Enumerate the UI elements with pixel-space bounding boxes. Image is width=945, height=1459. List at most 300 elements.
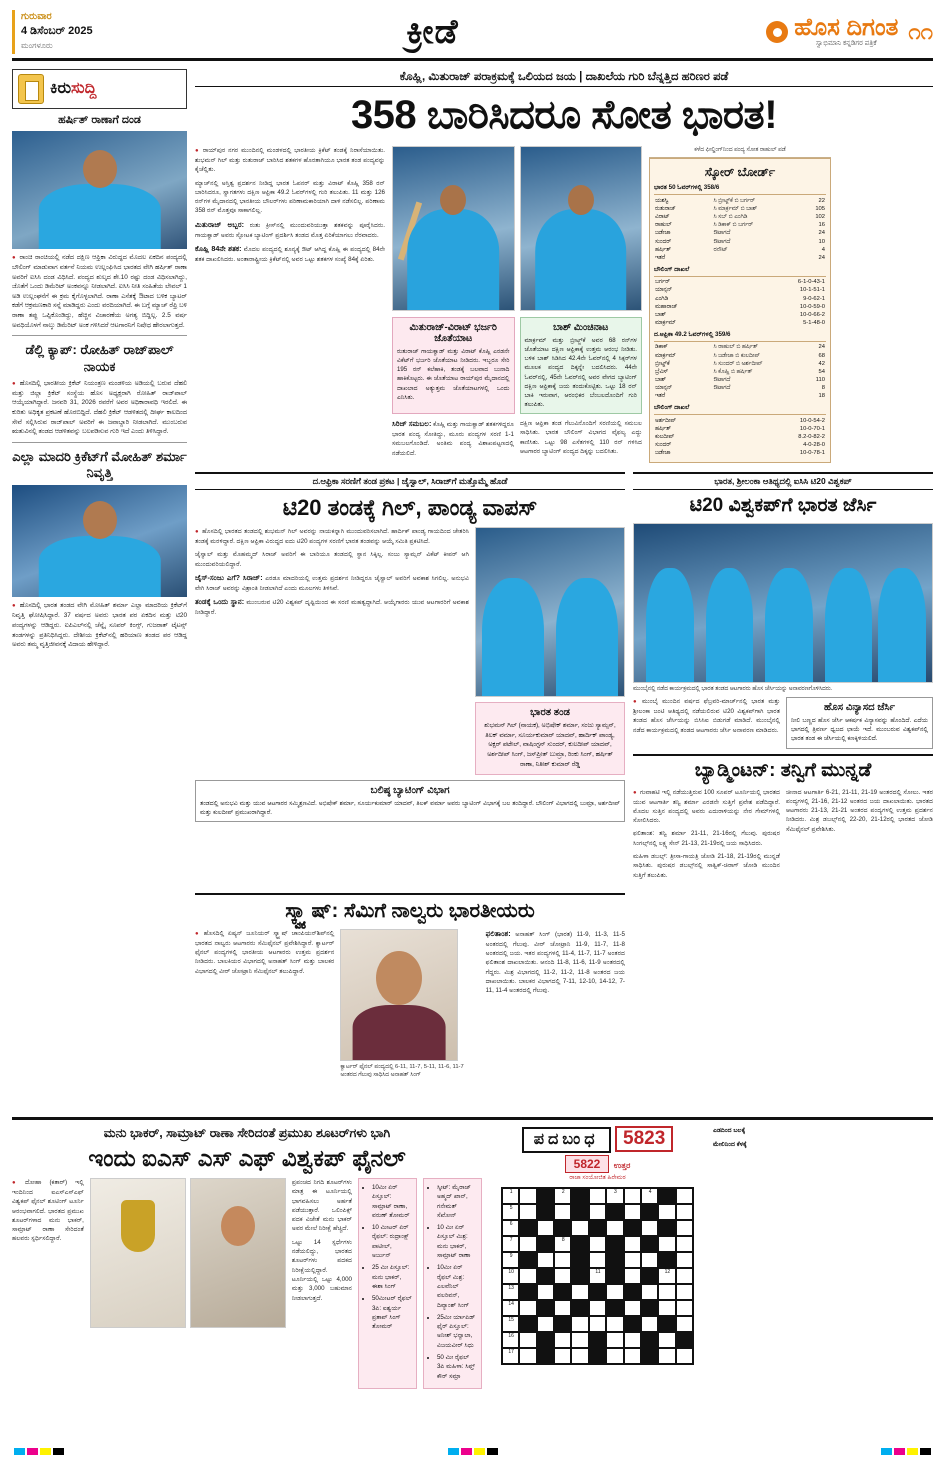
- shooting-events-left: [358, 1178, 417, 1389]
- crossword-block-cell: [606, 1268, 623, 1284]
- crossword-cell[interactable]: [676, 1348, 693, 1364]
- crossword-block-cell: [641, 1332, 658, 1348]
- crossword-cell[interactable]: 16: [502, 1332, 519, 1348]
- batter-name: ಡಿಕಾಕ್: [655, 344, 668, 351]
- scoreboard-row: [654, 213, 826, 221]
- batter-name: ಬಾಶ್: [655, 377, 667, 384]
- runs: 105: [815, 205, 825, 212]
- brief-1-text: ● ರಾಂಚಿ ರಾಂಚಿಯಲ್ಲಿ ನಡೆದ ದಕ್ಷಿಣ ಆಫ್ರಿಕಾ ವಿರುದ್ಧದ ಮೊದಲ ಏಕದಿನ ಪಂದ್ಯದಲ್ಲಿ ಬೌಲಿಂಗ್ ಮಾಡುವಾಗ ವರ್ತನೆ ನಿಯಮ ಉಲ್ಲಂಘಿಸಿದ ಭಾರತದ ವೇಗಿ ಹರ್ಷಿತ್ ರಾಣಾ ಅವರಿಗೆ ಐಸಿಸಿ ದಂಡ ವಿಧಿಸಿದೆ. ಪಂದ್ಯದ ಶುಲ್ಕದ ಶೇ.10 ರಷ್ಟು ದಂಡ ವಿಧಿಸಲಾಗಿದ್ದು, ಜೊತೆಗೆ ಒಂದು ಡಿಮೆರಿಟ್ ಅಂಕವನ್ನೂ ನೀಡಲಾಗಿದೆ. ಐಸಿಸಿ ನೀತಿ ಸಂಹಿತೆಯ ಲೇವಲ್ 1 ಅಡಿ ಉಲ್ಲಂಘನೆಗೆ ಈ ಕ್ರಮ ಕೈಗೊಳ್ಳಲಾಗಿದೆ. ರಾಣಾ ಎಸೆತಕ್ಕೆ ಔಟಾದ ಬಳಿಕ ಬ್ಯಾಟರ್ ಕಡೆಗೆ ಆಕ್ರಮಣಕಾರಿ ಸನ್ನೆ ಮಾಡಿದ್ದರು ಎಂದು ವರದಿಯಾಗಿದೆ. ಈ ಬಗ್ಗೆ ಮ್ಯಾಚ್ ರೆಫ್ರಿ ಬಳಿ ರಾಣಾ ತಪ್ಪು ಒಪ್ಪಿಕೊಂಡಿದ್ದು, ಹೆಚ್ಚಿನ ವಿಚಾರಣೆಯ ಅಗತ್ಯ ಬಿದ್ದಿಲ್ಲ. 2.5 ವರ್ಷ ಅವಧಿಯೊಳಗೆ ನಾಲ್ಕು ಡಿಮೆರಿಟ್ ಅಂಕ ಗಳಿಸಿದರೆ ಆಟಗಾರನಿಗೆ ನಿಷೇಧ ಹೇರಲಾಗುತ್ತದೆ.: [12, 253, 187, 330]
- main-content: [195, 69, 933, 1109]
- crossword-cell[interactable]: [658, 1284, 675, 1300]
- color-swatch: [487, 1448, 498, 1455]
- brand-tagline: ಸ್ವಾಭಿಮಾನಿ ಕನ್ನಡಿಗರ ಪತ್ರಿಕೆ: [815, 40, 877, 47]
- bowling-row: [654, 311, 826, 319]
- color-swatch: [14, 1448, 25, 1455]
- bowling2-head: ಬೌಲಿಂಗ್ ದಾಖಲೆ: [654, 404, 826, 415]
- batting-depth-box: [195, 780, 625, 822]
- crossword-cell[interactable]: [554, 1332, 571, 1348]
- bowling-row: [654, 303, 826, 311]
- crossword-cell[interactable]: [624, 1204, 641, 1220]
- color-swatch: [53, 1448, 64, 1455]
- partnership-box-text: ರುತುರಾಜ್ ಗಾಯಕ್ವಾಡ್ ಮತ್ತು ವಿರಾಟ್ ಕೊಹ್ಲಿ ಎರಡನೇ ವಿಕೆಟ್‌ಗೆ ಭರ್ಜರಿ ಜೊತೆಯಾಟ ನೀಡಿದರು. ಇಬ್ಬರೂ ಸೇರಿ 195 ರನ್ ಕಲೆಹಾಕಿ, ತಂಡಕ್ಕೆ ಬಲವಾದ ಬುನಾದಿ ಹಾಕಿಕೊಟ್ಟರು. ಈ ಜೊತೆಯಾಟ ರಾಯ್‌ಪುರ ಮೈದಾನದಲ್ಲಿ ದಾಖಲಾದ ಅತ್ಯುತ್ತಮ ಜೊತೆಯಾಟಗಳಲ್ಲಿ ಒಂದು ಎನಿಸಿತು.: [397, 348, 510, 401]
- crossword-cell[interactable]: [589, 1236, 606, 1252]
- crossword-cell[interactable]: 17: [502, 1348, 519, 1364]
- crossword-cell[interactable]: [641, 1252, 658, 1268]
- crossword-cell[interactable]: [676, 1220, 693, 1236]
- lead-sub1-text: ರುತು ಕ್ರೀಸ್‌ನಲ್ಲಿ ಮುಂದುವರಿಯುತ್ತಾ ಶತಕವನ್ನು ಪೂರೈಸಿದರು. ಗಾಯಕ್ವಾಡ್ ಅವರು ಸ್ಫೋಟಕ ಬ್ಯಾಟಿಂಗ್ ಪ್ರದರ್ಶಿಸಿ ತಂಡದ ಮೊತ್ತ ಏರಿಕೆಯಾಗಲು ನೆರವಾದರು.: [195, 221, 385, 239]
- bosch-box: [520, 317, 643, 414]
- manu-bhaker-photo: [190, 1178, 286, 1328]
- crossword-block-cell: [641, 1348, 658, 1364]
- runs: 102: [815, 214, 825, 221]
- crossword-block-cell: [676, 1332, 693, 1348]
- crossword-cell[interactable]: [658, 1204, 675, 1220]
- scoreboard-row: [654, 344, 826, 352]
- crossword-block-cell: [571, 1236, 588, 1252]
- color-swatch: [461, 1448, 472, 1455]
- shooting-para-1: ● ದೋಹಾ (ಕತಾರ್) ಇಲ್ಲಿ ಇಂದಿನಿಂದ ಐಎಸ್‌ಎಸ್‌ಎಫ್ ವಿಶ್ವಕಪ್ ಫೈನಲ್ ಶೂಟಿಂಗ್ ಟೂರ್ನಿ ಆರಂಭವಾಗಲಿದೆ. ಭಾರತದ ಪ್ರಮುಖ ಶೂಟರ್‌ಗಳಾದ ಮನು ಭಾಕರ್, ಸಾಮ್ರಾಟ್ ರಾಣಾ ಸೇರಿದಂತೆ ಹಲವರು ಸ್ಪರ್ಧಿಸಲಿದ್ದಾರೆ.: [12, 1178, 84, 1244]
- crossword-cell[interactable]: [537, 1284, 554, 1300]
- crossword-block-cell: [537, 1332, 554, 1348]
- gaikwad-celebration-photo: [392, 146, 515, 311]
- scoreboard-row: [654, 230, 826, 238]
- crossword-block-cell: [519, 1252, 536, 1268]
- bowling-row: [654, 450, 826, 458]
- squash-story: [195, 893, 625, 1079]
- crossword-block-cell: [641, 1204, 658, 1220]
- harshit-rana-photo: [12, 131, 187, 249]
- bosch-box-title: ಬಾಶ್ ಮಿಂಚಿನಾಟ: [553, 322, 609, 333]
- bowler-name: ಕುಲದೀಪ್: [655, 434, 675, 441]
- bowler-name: ಮಹಾರಾಜ್: [655, 303, 678, 310]
- jersey-story: [633, 472, 933, 884]
- lead-headline: 358 ಬಾರಿಸಿದರೂ ಸೋತ ಭಾರತ!: [350, 93, 778, 137]
- runs: 10: [818, 238, 825, 245]
- crossword-cell[interactable]: [537, 1220, 554, 1236]
- crossword-cell[interactable]: [554, 1268, 571, 1284]
- crossword-block-cell: [641, 1236, 658, 1252]
- bowling-figures: 10-0-59-0: [799, 303, 825, 310]
- crossword-cell[interactable]: [676, 1316, 693, 1332]
- crossword-cell[interactable]: [519, 1348, 536, 1364]
- crossword-credit: ರಾಜಾ ಸಂಯೋಜಿತ ಹಿರೇಮಠ: [569, 1175, 626, 1181]
- edition-city: ಮಂಗಳೂರು: [21, 40, 53, 50]
- brief-3-text: ● ಹೊಸದಿಲ್ಲಿ ಭಾರತ ತಂಡದ ವೇಗಿ ಮೋಹಿತ್ ಶರ್ಮಾ ಎಲ್ಲಾ ಮಾದರಿಯ ಕ್ರಿಕೆಟ್‌ಗೆ ನಿವೃತ್ತಿ ಘೋಷಿಸಿದ್ದಾರೆ. 37 ವರ್ಷದ ಅವರು ಭಾರತ ಪರ ಏಕದಿನ ಮತ್ತು ಟಿ20 ಪಂದ್ಯಗಳನ್ನು ಆಡಿದ್ದರು. ಐಪಿಎಲ್‌ನಲ್ಲಿ ಚೆನ್ನೈ ಸೂಪರ್ ಕಿಂಗ್ಸ್, ಗುಜರಾತ್ ಟೈಟನ್ಸ್ ತಂಡಗಳನ್ನು ಪ್ರತಿನಿಧಿಸಿದ್ದರು. ದೇಶೀಯ ಕ್ರಿಕೆಟ್‌ನಲ್ಲಿ ಹರಿಯಾಣ ತಂಡದ ಪರ ಆಡಿದ್ದ ಅವರು ತಮ್ಮ ವೃತ್ತಿಜೀವನಕ್ಕೆ ವಿದಾಯ ಹೇಳಿದ್ದಾರೆ.: [12, 601, 187, 649]
- brief-2-title: ಡೆಲ್ಲಿ ಕ್ಯಾಪ್: ರೋಹಿತ್ ರಾಜ್‌ಪಾಲ್ ನಾಯಕ: [25, 342, 174, 374]
- brief-2-text: ● ಹೊಸದಿಲ್ಲಿ ಭಾರತೀಯ ಕ್ರಿಕೆಟ್ ನಿಯಂತ್ರಣ ಮಂಡಳಿಯ ಅಡಿಯಲ್ಲಿ ಬರುವ ದೆಹಲಿ ಮತ್ತು ಜಿಲ್ಲಾ ಕ್ರಿಕೆಟ್ ಸಂಸ್ಥೆಯ ಹೊಸ ಅಧ್ಯಕ್ಷರಾಗಿ ರೋಹಿತ್ ರಾಜ್‌ಪಾಲ್ ಆಯ್ಕೆಯಾಗಿದ್ದಾರೆ. ಜನವರಿ 31, 2026 ರವರೆಗೆ ಅವರ ಅಧಿಕಾರಾವಧಿ ಇರಲಿದೆ. ಈ ಕುರಿತು ಅಧಿಕೃತ ಪ್ರಕಟಣೆ ಹೊರಬಿದ್ದಿದೆ. ದೆಹಲಿ ಕ್ರಿಕೆಟ್ ಆಡಳಿತದಲ್ಲಿ ದೀರ್ಘ ಕಾಲದಿಂದ ಸೇವೆ ಸಲ್ಲಿಸಿರುವ ರಾಜ್‌ಪಾಲ್ ಅವರಿಗೆ ಈ ಜವಾಬ್ದಾರಿ ನೀಡಲಾಗಿದೆ. ಮುಂಬರುವ ಋತುವಿನಲ್ಲಿ ತಂಡದ ಆಡಳಿತವನ್ನು ಬಲಪಡಿಸುವ ಗುರಿ ಇದೆ ಎಂದು ತಿಳಿಸಿದ್ದಾರೆ.: [12, 379, 187, 437]
- color-bar-group-left: [14, 1448, 64, 1455]
- crossword-cell[interactable]: [571, 1316, 588, 1332]
- crossword-cell[interactable]: [589, 1188, 606, 1204]
- event-item: • 50ಮೀಟರ್ ರೈಫಲ್ 3ಪಿ: ಐಶ್ವರ್ಯ ಪ್ರತಾಪ್ ಸಿಂಗ್ ತೋಮರ್: [372, 1294, 412, 1331]
- crossword-cell[interactable]: [658, 1348, 675, 1364]
- lead-sub1-head: ಮಿತುರಾಜ್ ಅಬ್ಬರ:: [195, 219, 245, 229]
- crossword-cell[interactable]: 2: [554, 1188, 571, 1204]
- crossword-cell[interactable]: [606, 1316, 623, 1332]
- crossword-cell[interactable]: [658, 1300, 675, 1316]
- crossword-cell[interactable]: [658, 1332, 675, 1348]
- crossword-block-cell: [658, 1188, 675, 1204]
- crossword-block-cell: [537, 1348, 554, 1364]
- crossword-cell[interactable]: [676, 1268, 693, 1284]
- crossword-cell[interactable]: [624, 1188, 641, 1204]
- crossword-block-cell: [519, 1316, 536, 1332]
- bowling-row: [654, 320, 826, 328]
- crossword-cell[interactable]: [519, 1332, 536, 1348]
- bowler-name: ಮಾರ್ಕ್ರಮ್: [655, 320, 676, 327]
- dismissal: ಔಟಾಗದೆ: [713, 230, 731, 237]
- crossword-cell[interactable]: [554, 1348, 571, 1364]
- jersey-headline: ಟಿ20 ವಿಶ್ವಕಪ್‌ಗೆ ಭಾರತ ಜೆರ್ಸಿ: [689, 494, 877, 516]
- crossword-cell[interactable]: 10: [502, 1268, 519, 1284]
- event-item: • 25ಮೀ ರ್ಯಾಪಿಡ್ ಫೈರ್ ಪಿಸ್ತೂಲ್: ಅನೀಶ್ ಭನ್ವಾಲಾ, ವಿಜಯವೀರ್ ಸಿಧು: [437, 1313, 477, 1350]
- bowler-name: ಜಡೇಜಾ: [655, 450, 671, 457]
- bowling-row: [654, 287, 826, 295]
- india-squad-title: ಭಾರತ ತಂಡ: [530, 706, 570, 718]
- crossword-block-cell: [624, 1220, 641, 1236]
- bosch-box-text: ಮಾರ್ಕ್ರಮ್ ಮತ್ತು ಬ್ರೀಟ್ಜ್‌ಕೆ ಅವರ 68 ರನ್‌ಗಳ ಜೊತೆಯಾಟ ದಕ್ಷಿಣ ಆಫ್ರಿಕಾಕ್ಕೆ ಉತ್ತಮ ಆರಂಭ ನೀಡಿತು. ಬಳಿಕ ಬಾಶ್ ಸಿಡಿಸಿದ 42.4ನೇ ಓವರ್‌ನಲ್ಲಿ 4 ಸಿಕ್ಸರ್‌ಗಳ ಮೂಲಕ ಪಂದ್ಯದ ದಿಕ್ಕನ್ನೇ ಬದಲಿಸಿದರು. 44ನೇ ಓವರ್‌ನಲ್ಲಿ, 45ನೇ ಓವರ್‌ನಲ್ಲಿ ಅವರ ವೇಗದ ಬ್ಯಾಟಿಂಗ್ ದಕ್ಷಿಣ ಆಫ್ರಿಕಾಕ್ಕೆ ಜಯ ತಂದುಕೊಟ್ಟಿತು. ಒಟ್ಟು 18 ರನ್ ಬಾಕಿ ಇರುವಾಗ, ಆರಂಭಿಕರ ಬೆಂಬಲದೊಂದಿಗೆ ಗುರಿ ತಲುಪಿತು.: [524, 337, 637, 408]
- crossword-cell[interactable]: 14: [502, 1300, 519, 1316]
- crossword-block-cell: [589, 1284, 606, 1300]
- runs: 22: [818, 197, 825, 204]
- crossword-block-cell: [571, 1188, 588, 1204]
- crossword-cell[interactable]: [519, 1188, 536, 1204]
- shooting-story: [12, 1126, 482, 1389]
- shooting-para-2: ಪ್ರಪಂಚದ ನಿಗದಿ ಶೂಟರ್‌ಗಳು ಮಾತ್ರ ಈ ಟೂರ್ನಿಯಲ್ಲಿ ಭಾಗವಹಿಸಲು ಅರ್ಹತೆ ಪಡೆಯುತ್ತಾರೆ. ಒಲಿಂಪಿಕ್ಸ್ ಪದಕ ವಿಜೇತೆ ಮನು ಭಾಕರ್ ಅವರ ಮೇಲೆ ನಿರೀಕ್ಷೆ ಹೆಚ್ಚಿದೆ.: [291, 1179, 352, 1233]
- bowling-row: [654, 433, 826, 441]
- crossword-cell[interactable]: [606, 1348, 623, 1364]
- scoreboard-row: [654, 368, 826, 376]
- crossword-cell[interactable]: [606, 1284, 623, 1300]
- dismissal: ಔಟಾಗದೆ: [713, 377, 731, 384]
- crossword-cell[interactable]: 6: [502, 1220, 519, 1236]
- color-swatch: [920, 1448, 931, 1455]
- crossword-grid[interactable]: [501, 1187, 694, 1365]
- crossword-cell[interactable]: 7: [502, 1236, 519, 1252]
- innings2-head: ದ.ಆಫ್ರಿಕಾ 49.2 ಓವರ್‌ಗಳಲ್ಲಿ 359/6: [654, 331, 826, 342]
- event-item: • 25 ಮೀ ಪಿಸ್ತೂಲ್: ಮನು ಭಾಕರ್, ಈಶಾ ಸಿಂಗ್: [372, 1263, 412, 1291]
- crossword-block-cell: [554, 1220, 571, 1236]
- crossword-cell[interactable]: [589, 1316, 606, 1332]
- dismissal: ಸಿ ಸಬ್ ಬಿ ಎಂಗಿಡಿ: [713, 214, 748, 221]
- bowler-name: ಅರ್ಶದೀಪ್: [655, 417, 677, 424]
- dismissal: ಸಿ ರಾಹುಲ್ ಬಿ ಹರ್ಷಿತ್: [713, 344, 758, 351]
- batter-name: ಜಡೇಜಾ: [655, 230, 671, 237]
- crossword-cell[interactable]: [554, 1252, 571, 1268]
- crossword-cell[interactable]: [589, 1300, 606, 1316]
- crossword-block-cell: [537, 1188, 554, 1204]
- runs: 68: [818, 352, 825, 359]
- crossword-block-cell: [606, 1236, 623, 1252]
- color-bar-group-center: [448, 1448, 498, 1455]
- shooting-headline: ಇಂದು ಐಎಸ್ ಎಸ್ ಎಫ್ ವಿಶ್ವಕಪ್ ಫೈನಲ್: [88, 1145, 406, 1171]
- section-title: ಕ್ರೀಡೆ: [406, 12, 459, 51]
- crossword-cell[interactable]: [624, 1252, 641, 1268]
- batter-name: ಬ್ರೀಟ್ಜ್‌ಕೆ: [655, 360, 670, 367]
- crossword-cell[interactable]: 12: [658, 1268, 675, 1284]
- crossword-cell[interactable]: 13: [502, 1284, 519, 1300]
- dismissal: ಸಿ ಜಡೇಜಾ ಬಿ ಕುಲದೀಪ್: [713, 352, 760, 359]
- partnership-box: [392, 317, 515, 414]
- accent-bar: [12, 10, 15, 54]
- clues-down-head: ಮೇಲಿನಿಂದ ಕೆಳಕ್ಕೆ: [713, 1140, 747, 1148]
- publication-day: ಗುರುವಾರ: [21, 11, 52, 22]
- crossword-cell[interactable]: [676, 1236, 693, 1252]
- crossword-block-cell: [589, 1348, 606, 1364]
- left-sidebar: [12, 69, 187, 1109]
- crossword-block-cell: [606, 1300, 623, 1316]
- crossword-cell[interactable]: [589, 1204, 606, 1220]
- crossword-cell[interactable]: [641, 1284, 658, 1300]
- crossword-block-cell: [554, 1316, 571, 1332]
- crossword-cell[interactable]: [519, 1236, 536, 1252]
- batter-name: ಬ್ರೆವಿಸ್: [655, 368, 669, 375]
- crossword-cell[interactable]: [589, 1252, 606, 1268]
- crossword-cell[interactable]: [571, 1348, 588, 1364]
- brief-3-title: ಎಲ್ಲಾ ಮಾದರಿ ಕ್ರಿಕೆಟ್‌ಗೆ ಮೋಹಿತ್ ಶರ್ಮಾ ನಿವೃತ್ತಿ: [12, 448, 187, 481]
- event-item: • 10ಮೀ ಏರ್ ರೈಫಲ್ ಮಿಶ್ರ: ಎಲವೆನಿಲ್ ವಲರಿವನ್, ದಿವ್ಯಾಂಶ್ ಸಿಂಗ್: [437, 1263, 477, 1309]
- crossword-cell[interactable]: [624, 1300, 641, 1316]
- badminton-results-1: ಫಲಿತಾಂಶ: ತನ್ವಿ ಶರ್ಮಾ 21-11, 21-16ರಲ್ಲಿ ಗೆಲುವು. ಪುರುಷರ ಸಿಂಗಲ್ಸ್‌ನಲ್ಲಿ ಲಕ್ಷ್ಯ ಸೇನ್ 21-13, 21-19ರಲ್ಲಿ ಜಯ ಸಾಧಿಸಿದರು.: [633, 830, 780, 847]
- scoreboard-title: ಸ್ಕೋರ್ ಬೋರ್ಡ್: [704, 165, 776, 180]
- crossword-cell[interactable]: [554, 1204, 571, 1220]
- bowling-figures: 8.2-0-82-2: [798, 434, 825, 441]
- batter-name: ಸುಂದರ್: [655, 238, 672, 245]
- dismissal: ಔಟಾಗದೆ: [713, 385, 731, 392]
- crossword-cell[interactable]: [571, 1284, 588, 1300]
- badminton-results-2: ಮಹಿಳಾ ಡಬಲ್ಸ್: ತ್ರೀಸಾ-ಗಾಯತ್ರಿ ಜೋಡಿ 21-18, 21-19ರಲ್ಲಿ ಮುನ್ನಡೆ ಸಾಧಿಸಿತು. ಪುರುಷರ ಡಬಲ್ಸ್‌ನಲ್ಲಿ ಸಾತ್ವಿಕ್-ಚಿರಾಗ್ ಜೋಡಿ ಮುಂದಿನ ಸುತ್ತಿಗೆ ತಲುಪಿತು.: [633, 853, 780, 879]
- badminton-text-1: ● ಗುವಾಹಟಿ ಇಲ್ಲಿ ನಡೆಯುತ್ತಿರುವ 100 ಸೂಪರ್ ಟೂರ್ನಿಯಲ್ಲಿ ಭಾರತದ ಯುವ ಆಟಗಾರ್ತಿ ತನ್ವಿ ಶರ್ಮಾ ಎರಡನೇ ಸುತ್ತಿಗೆ ಪ್ರವೇಶ ಪಡೆದಿದ್ದಾರೆ. ಮೊದಲ ಸುತ್ತಿನ ಪಂದ್ಯದಲ್ಲಿ ಅವರು ಎದುರಾಳಿಯನ್ನು ನೇರ ಗೇಮ್‌ಗಳಲ್ಲಿ ಸೋಲಿಸಿದರು.: [633, 788, 780, 826]
- crossword-cell[interactable]: [641, 1220, 658, 1236]
- crossword-block-cell: [571, 1300, 588, 1316]
- bowling-row: [654, 295, 826, 303]
- innings2-batting-table: [654, 344, 826, 401]
- event-item: • 50 ಮೀ ರೈಫಲ್ 3ಪಿ ಮಹಿಳಾ: ಸಿಫ್ತ್ ಕೌರ್ ಸಮ್ರಾ: [437, 1353, 477, 1381]
- color-swatch: [448, 1448, 459, 1455]
- crossword-block-cell: [554, 1284, 571, 1300]
- kirusuddi-label-2: ಸುದ್ದಿ: [71, 80, 97, 97]
- bowling-figures: 10-0-54-2: [799, 417, 825, 424]
- batter-name: ರುತುರಾಜ್: [655, 205, 676, 212]
- crossword-cell[interactable]: [624, 1268, 641, 1284]
- bowling-figures: 5-1-48-0: [803, 320, 825, 327]
- bowling-row: [654, 417, 826, 425]
- crossword-cell[interactable]: 4: [641, 1188, 658, 1204]
- runs: 110: [815, 377, 825, 384]
- india-team-photo: [475, 527, 625, 697]
- brand-logo-icon: [766, 21, 788, 43]
- t20-sub2-head: ತಂಡಕ್ಕೆ ಒಂದು ಸ್ಥಾನ:: [195, 596, 245, 606]
- dismissal: [712, 254, 788, 262]
- color-swatch: [907, 1448, 918, 1455]
- publication-date: 4 ಡಿಸೆಂಬರ್ 2025: [21, 24, 93, 37]
- crossword-cell[interactable]: 3: [606, 1188, 623, 1204]
- batting-depth-title: ಬಲಿಷ್ಠ ಬ್ಯಾಟಿಂಗ್ ವಿಭಾಗ: [370, 784, 450, 796]
- crossword-cell[interactable]: [676, 1188, 693, 1204]
- jersey-box-text: ನೀಲಿ ಬಣ್ಣದ ಹೊಸ ಜೆರ್ಸಿ ಆಕರ್ಷಕ ವಿನ್ಯಾಸವನ್ನು ಹೊಂದಿದೆ. ಎದೆಯ ಭಾಗದಲ್ಲಿ ತ್ರಿವರ್ಣ ಧ್ವಜದ ಛಾಯೆ ಇದೆ. ಮುಂಬರುವ ವಿಶ್ವಕಪ್‌ನಲ್ಲಿ ಭಾರತ ತಂಡ ಈ ಜೆರ್ಸಿಯಲ್ಲಿ ಕಣಕ್ಕಿಳಿಯಲಿದೆ.: [791, 717, 928, 743]
- kirusuddi-label-1: ಕಿರು: [50, 80, 72, 97]
- bowler-name: ಬರ್ಗರ್: [655, 279, 671, 286]
- badminton-headline: ಬ್ಯಾಡ್ಮಿಂಟನ್: ತನ್ವಿಗೆ ಮುನ್ನಡೆ: [633, 754, 933, 782]
- event-item: • 10 ಮೀಟರ್ ಏರ್ ರೈಫಲ್: ರುದ್ರಾಂಕ್ಷ್ ಪಾಟೀಲ್, ಅರ್ಜುನ್: [372, 1223, 412, 1260]
- color-bar-group-right: [881, 1448, 931, 1455]
- crossword-cell[interactable]: [519, 1268, 536, 1284]
- lead-body: [195, 146, 385, 463]
- runs: 42: [818, 360, 825, 367]
- innings1-bowling-table: [654, 279, 826, 328]
- runs: 16: [818, 222, 825, 229]
- event-item: • ಸ್ಕೀಟ್: ಮೈರಾಜ್ ಅಹ್ಮದ್ ಖಾನ್, ಗನೇಮತ್ ಸೆಖೋನ್: [437, 1183, 477, 1220]
- batter-name: ಯಾನ್ಸನ್: [655, 385, 673, 392]
- scoreboard-row: [654, 222, 826, 230]
- bowler-name: ಬಾಶ್: [655, 311, 667, 318]
- color-swatch: [881, 1448, 892, 1455]
- squash-photo-caption: ಕ್ವಾರ್ಟರ್ ಫೈನಲ್ ಪಂದ್ಯದಲ್ಲಿ 6-11, 11-7, 5-11, 11-6, 11-7 ಅಂತರದ ಗೆಲುವು ಸಾಧಿಸಿದ ಅನಾಹತ್ ಸಿಂಗ್: [340, 1063, 464, 1078]
- divider: [12, 442, 187, 443]
- series-note-2: ದಕ್ಷಿಣ ಆಫ್ರಿಕಾ ತಂಡ ಗೆಲುವಿನೊಂದಿಗೆ ಸರಣಿಯಲ್ಲಿ ಸಮಬಲ ಸಾಧಿಸಿತು. ಭಾರತ ಬೌಲಿಂಗ್ ವಿಭಾಗದ ವೈಫಲ್ಯ ಎದ್ದು ಕಾಣಿಸಿತು. ಒಟ್ಟು 98 ಎಸೆತಗಳಲ್ಲಿ 110 ರನ್ ಗಳಿಸಿದ ಆಟಗಾರರ ಬ್ಯಾಟಿಂಗ್ ಪಂದ್ಯದ ದಿಕ್ಕನ್ನು ಬದಲಿಸಿತು.: [520, 420, 642, 456]
- brand-name: ಹೊಸ ದಿಗಂತ: [794, 14, 899, 41]
- lead-photos: [392, 146, 642, 463]
- crossword-block-cell: [537, 1268, 554, 1284]
- bowler-name: ಯಾನ್ಸನ್: [655, 287, 673, 294]
- crossword-cell[interactable]: [606, 1332, 623, 1348]
- crossword-cell[interactable]: [554, 1300, 571, 1316]
- bowler-name: ಸುಂದರ್: [655, 442, 672, 449]
- dismissal: ಸಿ ಸುಂದರ್ ಬಿ ಅರ್ಶದೀಪ್: [713, 360, 763, 367]
- innings1-batting-table: [654, 197, 826, 263]
- lead-para-2: ಮ್ಯಾಚ್‌ನಲ್ಲಿ ಅಸ್ತಿತ್ವ ಪ್ರದರ್ಶನ ನೀಡಿದ್ದ ಭಾರತ ಓಪನರ್ ಮತ್ತು ವಿರಾಟ್ ಕೊಹ್ಲಿ 358 ರನ್ ಬಾರಿಸಿದರೂ, ಸ್ವಾಗತಗಳು ದಕ್ಷಿಣ ಆಫ್ರಿಕಾ 49.2 ಓವರ್‌ಗಳಲ್ಲಿ ಗುರಿ ತಲುಪಿತು. 11 ಮತ್ತು 126 ರನ್‌ಗಳ ಮೈದಾನದಲ್ಲಿ ಭಾರತೀಯ ಬೌಲರ್‌ಗಳು ಪರಿಣಾಮಕಾರಿಯಾಗಿ ದಾಳಿ ನಡೆಸಲಿಲ್ಲ. ಪರಿಣಾಮ 358 ರನ್ ಮೊತ್ತವೂ ಸಾಕಾಗಲಿಲ್ಲ.: [195, 179, 385, 215]
- page-number: ೧೧: [908, 19, 933, 44]
- crossword-cell[interactable]: [571, 1220, 588, 1236]
- bowling-row: [654, 442, 826, 450]
- crossword-cell[interactable]: 5: [502, 1204, 519, 1220]
- shooting-para-3: ಒಟ್ಟು 14 ಸ್ಪರ್ಧೆಗಳು ನಡೆಯಲಿದ್ದು, ಭಾರತದ ಶೂಟರ್‌ಗಳು ಪದಕದ ನಿರೀಕ್ಷೆಯಲ್ಲಿದ್ದಾರೆ. ಟೂರ್ನಿಯಲ್ಲಿ ಒಟ್ಟು 4,000 ಮತ್ತು 3,000 ಬಹುಮಾನ ನೀಡಲಾಗುತ್ತದೆ.: [291, 1238, 352, 1302]
- kirusuddi-badge: [12, 69, 187, 109]
- scoreboard-column: [649, 146, 831, 463]
- lead-kicker: ಕೊಹ್ಲಿ, ಮಿತುರಾಜ್ ಪರಾಕ್ರಮಕ್ಕೆ ಒಲಿಯದ ಜಯ | ದಾಖಲೆಯ ಗುರಿ ಬೆನ್ನತ್ತಿದ ಹರಿಣರ ಪಡೆ: [195, 69, 933, 87]
- batter-name: ಯಶಸ್ವಿ: [655, 197, 669, 204]
- crossword-cell[interactable]: [624, 1348, 641, 1364]
- t20-squad-story: [195, 472, 625, 884]
- scoreboard-row: [654, 238, 826, 246]
- jersey-photo-caption: ಮುಂಬೈನಲ್ಲಿ ನಡೆದ ಕಾರ್ಯಕ್ರಮದಲ್ಲಿ ಭಾರತ ತಂಡದ ಆಟಗಾರರು ಹೊಸ ಜೆರ್ಸಿಯನ್ನು ಅನಾವರಣಗೊಳಿಸಿದರು.: [633, 685, 833, 692]
- dismissal: ಸಿ ಕೊಹ್ಲಿ ಬಿ ಹರ್ಷಿತ್: [713, 368, 753, 375]
- t20-sub1-text: ಎರಡೂ ಮಾದರಿಯಲ್ಲಿ ಉತ್ತಮ ಪ್ರದರ್ಶನ ನೀಡಿದ್ದರೂ ಜೈಸ್ವಾಲ್ ಅವರಿಗೆ ಅವಕಾಶ ಸಿಗಲಿಲ್ಲ. ಅನುಭವಿ ವೇಗಿ ಸಿರಾಜ್ ಅವರನ್ನು ವಿಶ್ರಾಂತಿ ನೀಡಲಾಗಿದೆ ಎಂದು ಮೂಲಗಳು ತಿಳಿಸಿವೆ.: [195, 574, 469, 592]
- crossword-cell[interactable]: [676, 1284, 693, 1300]
- crossword-block-cell: [658, 1316, 675, 1332]
- series-note-text: ಕೊಹ್ಲಿ ಮತ್ತು ಗಾಯಕ್ವಾಡ್ ಶತಕಗಳಿದ್ದರೂ ಭಾರತ ಪಂದ್ಯ ಸೋತಿದ್ದು, ಮೂರು ಪಂದ್ಯಗಳ ಸರಣಿ 1-1 ಸಮಬಲಗೊಂಡಿದೆ. ಅಂತಿಮ ಪಂದ್ಯ ವಿಶಾಖಪಟ್ಟಣದಲ್ಲಿ ನಡೆಯಲಿದೆ.: [392, 421, 514, 457]
- color-swatch: [474, 1448, 485, 1455]
- bowling-figures: 10-0-66-2: [799, 311, 825, 318]
- scoreboard-row: [654, 376, 826, 384]
- series-note-head: ಸಿರಿಜ್ ಸಮಬಲ:: [392, 419, 432, 429]
- crossword-cell[interactable]: [676, 1252, 693, 1268]
- shooting-kicker: ಮನು ಭಾಕರ್, ಸಾಮ್ರಾಟ್ ರಾಣಾ ಸೇರಿದಂತೆ ಪ್ರಮುಖ ಶೂಟರ್‌ಗಳು ಭಾಗಿ: [103, 1126, 391, 1140]
- jersey-kicker: ಭಾರತ, ಶ್ರೀಲಂಕಾ ಆತಿಥ್ಯದಲ್ಲಿ ಐಸಿಸಿ ಟಿ20 ವಿಶ್ವಕಪ್: [633, 472, 933, 490]
- crossword-cell[interactable]: [519, 1204, 536, 1220]
- runs: 8: [821, 385, 825, 392]
- masthead: [12, 10, 933, 61]
- crossword-cell[interactable]: [624, 1236, 641, 1252]
- crossword-block-cell: [658, 1252, 675, 1268]
- crossword-cell[interactable]: [641, 1316, 658, 1332]
- india-squad-panel: [475, 702, 625, 775]
- crossword-cell[interactable]: 9: [502, 1252, 519, 1268]
- scoreboard-row: [654, 393, 826, 401]
- crossword-cell[interactable]: 1: [502, 1188, 519, 1204]
- bowling-figures: 10-1-51-1: [799, 287, 825, 294]
- crossword-block-cell: [658, 1220, 675, 1236]
- runs: 18: [818, 393, 825, 400]
- partnership-box-title: ಮಿತುರಾಜ್-ವಿರಾಟ್ ಭರ್ಜರಿ ಜೊತೆಯಾಟ: [409, 322, 497, 344]
- bowling-figures: 10-0-70-1: [799, 425, 825, 432]
- bowling-row: [654, 425, 826, 433]
- t20-kicker: ದ.ಆಫ್ರಿಕಾ ಸರಣಿಗೆ ತಂಡ ಪ್ರಕಟ | ಜೈಸ್ವಾಲ್, ಸಿರಾಜ್‌ಗೆ ಮತ್ತೊಮ್ಮೆ ಹೊಡೆ: [195, 472, 625, 490]
- t20-sub2-text: ಮುಂಬರುವ ಟಿ20 ವಿಶ್ವಕಪ್ ದೃಷ್ಟಿಯಿಂದ ಈ ಸರಣಿ ಮಹತ್ವದ್ದಾಗಿದೆ. ಆಯ್ಕೆಗಾರರು ಯುವ ಆಟಗಾರರಿಗೆ ಅವಕಾಶ ನೀಡಿದ್ದಾರೆ.: [195, 598, 469, 616]
- color-swatch: [894, 1448, 905, 1455]
- runs: 24: [818, 255, 825, 262]
- crossword-cell[interactable]: [537, 1252, 554, 1268]
- crossword-cell[interactable]: 15: [502, 1316, 519, 1332]
- event-item: • 10 ಮೀ ಏರ್ ಪಿಸ್ತೂಲ್ ಮಿಶ್ರ: ಮನು ಭಾಕರ್, ಸಾಮ್ರಾಟ್ ರಾಣಾ: [437, 1223, 477, 1260]
- crossword-number: 5823: [615, 1126, 673, 1152]
- masthead-date-block: [12, 10, 182, 54]
- bowling-figures: 6-1-0-43-1: [797, 279, 825, 286]
- megaphone-icon: [18, 74, 44, 104]
- crossword-block-cell: [641, 1300, 658, 1316]
- batting-depth-text: ತಂಡದಲ್ಲಿ ಅನುಭವಿ ಮತ್ತು ಯುವ ಆಟಗಾರರ ಸಮ್ಮಿಶ್ರಣವಿದೆ. ಅಭಿಷೇಕ್ ಶರ್ಮಾ, ಸೂರ್ಯಕುಮಾರ್ ಯಾದವ್, ತಿಲಕ್ ವರ್ಮಾ ಅವರು ಬ್ಯಾಟಿಂಗ್ ವಿಭಾಗಕ್ಕೆ ಬಲ ತಂದಿದ್ದಾರೆ. ಬೌಲಿಂಗ್ ವಿಭಾಗದಲ್ಲಿ ಬುಮ್ರಾ, ಅರ್ಶದೀಪ್ ಮತ್ತು ಕುಲದೀಪ್ ಪ್ರಮುಖರಾಗಿದ್ದಾರೆ.: [200, 799, 620, 816]
- crossword-block-cell: [519, 1284, 536, 1300]
- crossword-cell[interactable]: [519, 1300, 536, 1316]
- scoreboard-row: [654, 205, 826, 213]
- crossword-cell[interactable]: [658, 1236, 675, 1252]
- scoreboard-caption: ಕಳೆದ ಫೀಲ್ಡಿಂಗ್‌ನಿಂದ ಪಂದ್ಯ ಸೋತ ರಾಹುಲ್ ಪಡೆ: [649, 146, 831, 158]
- dismissal: ರನೌಟ್: [713, 246, 728, 253]
- dismissal: ಔಟಾಗದೆ: [713, 238, 731, 245]
- clues-across-head: ಎಡದಿಂದ ಬಲಕ್ಕೆ: [713, 1127, 746, 1134]
- runs: 4: [821, 246, 825, 253]
- t20-para-2: ಜೈಸ್ವಾಲ್ ಮತ್ತು ಮೊಹಮ್ಮದ್ ಸಿರಾಜ್ ಅವರಿಗೆ ಈ ಬಾರಿಯೂ ತಂಡದಲ್ಲಿ ಸ್ಥಾನ ಸಿಕ್ಕಿಲ್ಲ. ಸಂಜು ಸ್ಯಾಮ್ಸನ್ ವಿಕೆಟ್ ಕೀಪರ್ ಆಗಿ ಮುಂದುವರಿಯಲಿದ್ದಾರೆ.: [195, 551, 469, 568]
- crossword-cell[interactable]: 11: [589, 1268, 606, 1284]
- lead-sub2-text: ಮೊದಲ ಪಂದ್ಯದಲ್ಲಿ ಶೂನ್ಯಕ್ಕೆ ಔಟ್ ಆಗಿದ್ದ ಕೊಹ್ಲಿ ಈ ಪಂದ್ಯದಲ್ಲಿ 84ನೇ ಶತಕ ದಾಖಲಿಸಿದರು. ಅಂತಾರಾಷ್ಟ್ರೀಯ ಕ್ರಿಕೆಟ್‌ನಲ್ಲಿ ಅವರ ಒಟ್ಟು ಶತಕಗಳ ಸಂಖ್ಯೆ 84ಕ್ಕೆ ಏರಿತು.: [195, 245, 385, 263]
- crossword-cell[interactable]: 8: [554, 1236, 571, 1252]
- crossword-cell[interactable]: [571, 1332, 588, 1348]
- bowling-figures: 10-0-78-1: [799, 450, 825, 457]
- india-squad-list: ಶುಭಮನ್ ಗಿಲ್ (ನಾಯಕ), ಅಭಿಷೇಕ್ ಶರ್ಮಾ, ಸಂಜು ಸ್ಯಾಮ್ಸನ್, ತಿಲಕ್ ವರ್ಮಾ, ಸೂರ್ಯಕುಮಾರ್ ಯಾದವ್, ಹಾರ್ದಿಕ್ ಪಾಂಡ್ಯ, ಅಕ್ಷರ್ ಪಟೇಲ್, ವಾಷಿಂಗ್ಟನ್ ಸುಂದರ್, ಕುಲದೀಪ್ ಯಾದವ್, ಅರ್ಶದೀಪ್ ಸಿಂಗ್, ಜಸ್‌ಪ್ರೀತ್ ಬುಮ್ರಾ, ರಿಂಕು ಸಿಂಗ್, ಹರ್ಷಿತ್ ರಾಣಾ, ನಿತೀಶ್ ಕುಮಾರ್ ರೆಡ್ಡಿ: [484, 721, 616, 768]
- squash-text: ● ಹೊಸದಿಲ್ಲಿ ಏಷ್ಯನ್ ಜೂನಿಯರ್ ಸ್ಕ್ವ್ಯಾಷ್ ಚಾಂಪಿಯನ್‌ಶಿಪ್‌ನಲ್ಲಿ ಭಾರತದ ನಾಲ್ವರು ಆಟಗಾರರು ಸೆಮಿಫೈನಲ್ ಪ್ರವೇಶಿಸಿದ್ದಾರೆ. ಕ್ವಾರ್ಟರ್ ಫೈನಲ್ ಪಂದ್ಯಗಳಲ್ಲಿ ಭಾರತೀಯ ಆಟಗಾರರು ಉತ್ತಮ ಪ್ರದರ್ಶನ ನೀಡಿದರು. ಬಾಲಕಿಯರ ವಿಭಾಗದಲ್ಲಿ ಅನಾಹತ್ ಸಿಂಗ್ ಮತ್ತು ಬಾಲಕರ ವಿಭಾಗದಲ್ಲಿ ವೀರ್ ಚೋಟ್ರಾನಿ ಸೆಮಿಫೈನಲ್ ತಲುಪಿದ್ದಾರೆ.: [195, 929, 334, 976]
- batter-name: ಇತರೆ: [655, 255, 666, 262]
- crossword-cell[interactable]: [676, 1204, 693, 1220]
- crossword-cell[interactable]: [676, 1300, 693, 1316]
- crossword-block-cell: [589, 1332, 606, 1348]
- crossword-cell[interactable]: [537, 1316, 554, 1332]
- bowling-row: [654, 279, 826, 287]
- crossword-cell[interactable]: [624, 1332, 641, 1348]
- anahat-singh-photo: [340, 929, 458, 1061]
- crossword-block-cell: [606, 1204, 623, 1220]
- dismissal: ಸಿ ಮಾರ್ಕ್ರಮ್ ಬಿ ಬಾಶ್: [713, 205, 758, 212]
- crossword-prev-number: 5822: [565, 1155, 610, 1173]
- crossword-block-cell: [624, 1284, 641, 1300]
- jersey-text: ● ಮುಂಬೈ ಮುಂದಿನ ವರ್ಷದ ಫೆಬ್ರವರಿ-ಮಾರ್ಚ್‌ನಲ್ಲಿ ಭಾರತ ಮತ್ತು ಶ್ರೀಲಂಕಾ ಜಂಟಿ ಆತಿಥ್ಯದಲ್ಲಿ ನಡೆಯಲಿರುವ ಟಿ20 ವಿಶ್ವಕಪ್‌ಗಾಗಿ ಭಾರತ ತಂಡದ ಹೊಸ ಜೆರ್ಸಿಯನ್ನು ಬಿಸಿಸಿಐ ಬಿಡುಗಡೆ ಮಾಡಿದೆ. ಮುಂಬೈನಲ್ಲಿ ನಡೆದ ಕಾರ್ಯಕ್ರಮದಲ್ಲಿ ತಂಡದ ಆಟಗಾರರು ಜೆರ್ಸಿ ಅನಾವರಣ ಮಾಡಿದರು.: [633, 697, 780, 735]
- batter-name: ರಾಹುಲ್: [655, 222, 672, 229]
- crossword-block-cell: [537, 1204, 554, 1220]
- mohit-sharma-photo: [12, 485, 187, 597]
- crossword-cell[interactable]: [606, 1220, 623, 1236]
- band3-spacer: [633, 893, 933, 1079]
- scoreboard-row: [654, 197, 826, 205]
- t20-para-1: ● ಹೊಸದಿಲ್ಲಿ ಭಾರತದ ತಂಡದಲ್ಲಿ ಶುಭಮನ್ ಗಿಲ್ ಅವರನ್ನು ನಾಯಕನ್ನಾಗಿ ಮುಂದುವರಿಸಲಾಗಿದೆ. ಹಾರ್ದಿಕ್ ಪಾಂಡ್ಯ ಗಾಯದಿಂದ ಚೇತರಿಸಿ ತಂಡಕ್ಕೆ ಮರಳಿದ್ದಾರೆ. ದಕ್ಷಿಣ ಆಫ್ರಿಕಾ ವಿರುದ್ಧದ ಐದು ಟಿ20 ಪಂದ್ಯಗಳ ಸರಣಿಗೆ ಭಾರತ ತಂಡವನ್ನು ಆಯ್ಕೆ ಸಮಿತಿ ಪ್ರಕಟಿಸಿದೆ.: [195, 527, 469, 546]
